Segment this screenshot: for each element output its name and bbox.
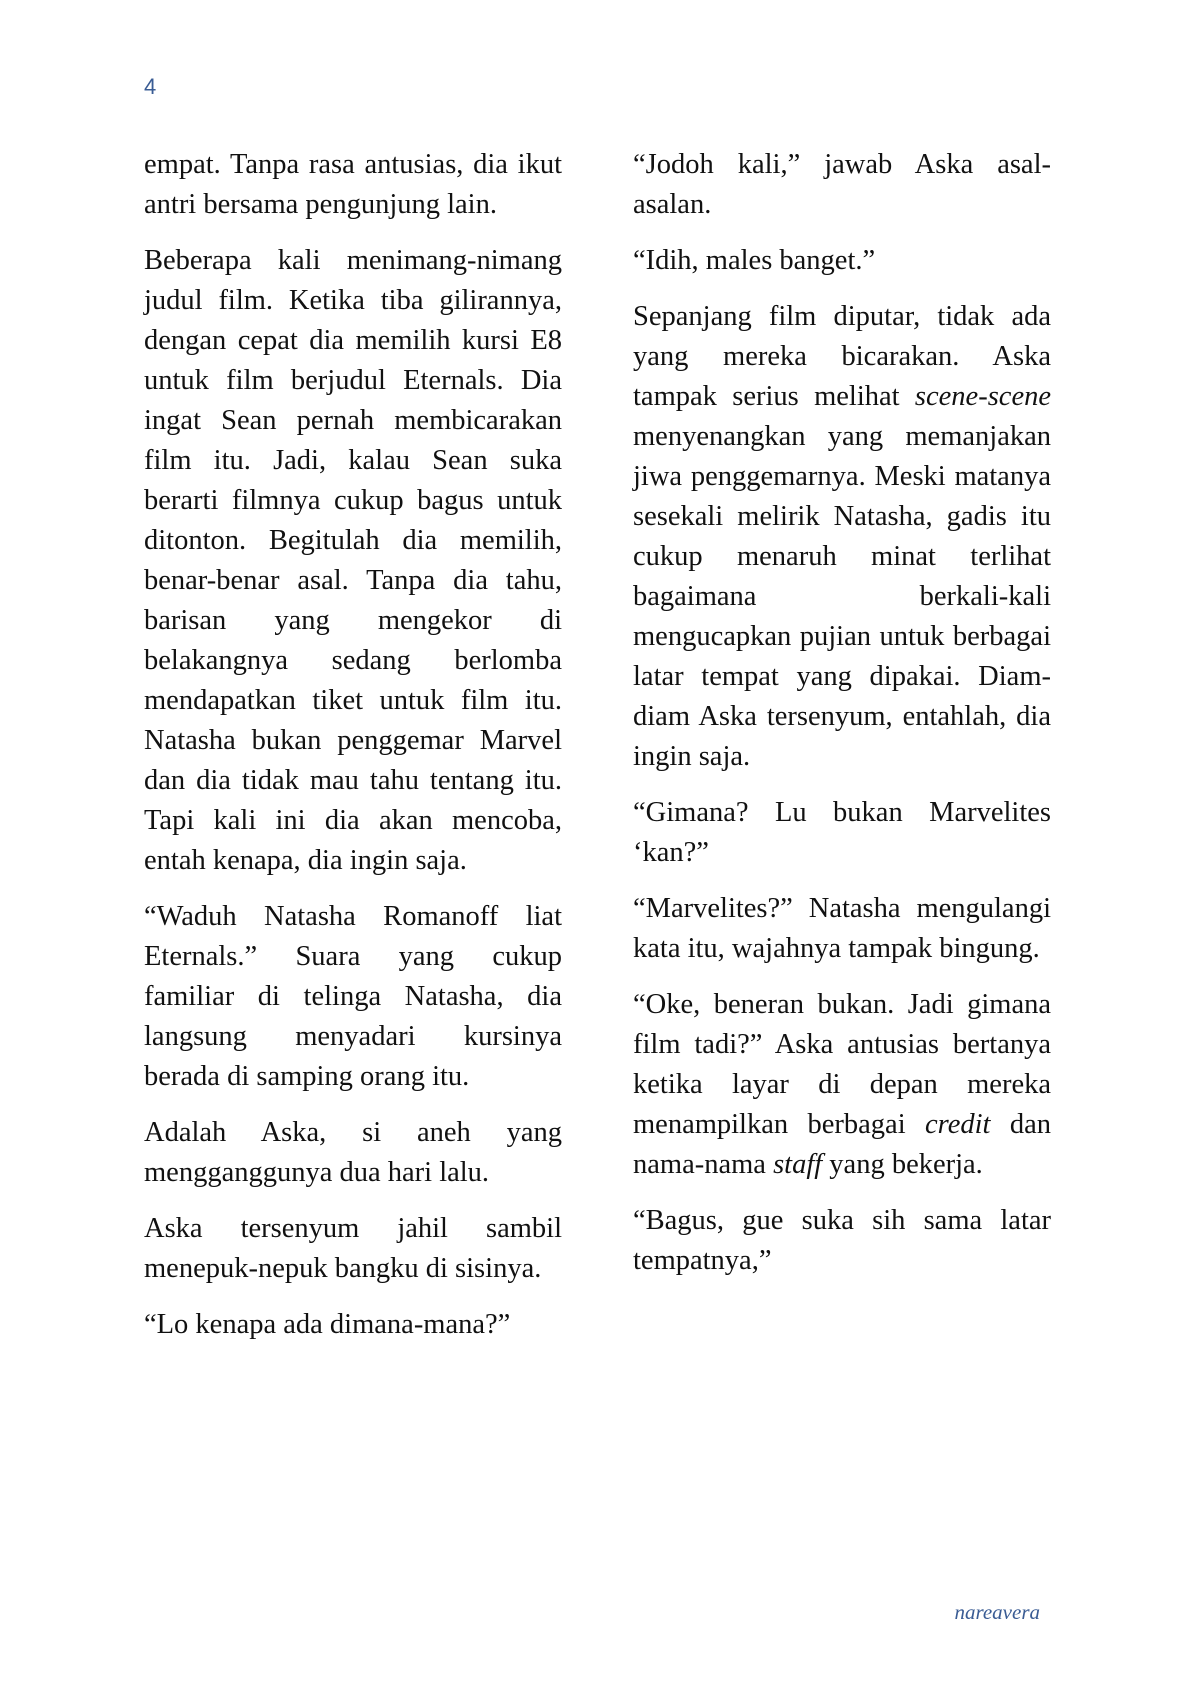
left-column (144, 145, 562, 1361)
right-column (633, 145, 1051, 1297)
text-run: yang bekerja. (822, 1149, 983, 1180)
paragraph: Beberapa kali menimang-nimang judul film. Ketika tiba gilirannya, dengan cepat dia memilih kursi E8 untuk film berjudul Eternals. Dia ingat Sean pernah membicarakan film itu. Jadi, kalau Sean suka berarti filmnya cukup bagus untuk ditonton. Begitulah dia memilih, benar-benar asal. Tanpa dia tahu, barisan yang mengekor di belakangnya sedang berlomba mendapatkan tiket untuk film itu. Natasha bukan penggemar Marvel dan dia tidak mau tahu tentang itu. Tapi kali ini dia akan mencoba, entah kenapa, dia ingin saja. (144, 245, 562, 876)
page-number: 4 (144, 74, 157, 99)
paragraph: Adalah Aska, si aneh yang mengganggunya dua hari lalu. (144, 1117, 562, 1188)
paragraph: “Bagus, gue suka sih sama latar tempatnya,” (633, 1205, 1051, 1276)
text-run: Sepanjang film diputar, tidak ada yang mereka bicarakan. Aska tampak serius melihat (633, 301, 1051, 412)
footer-author-mark: nareavera (954, 1600, 1040, 1624)
italic-term: scene-scene (914, 381, 1051, 412)
paragraph: “Lo kenapa ada dimana-mana?” (144, 1309, 511, 1340)
italic-term: staff (773, 1149, 823, 1180)
paragraph: “Waduh Natasha Romanoff liat Eternals.” Suara yang cukup familiar di telinga Natasha, dia langsung menyadari kursinya berada di samping orang itu. (144, 901, 562, 1092)
paragraph (633, 985, 1051, 1185)
text-run: menyenangkan yang memanjakan jiwa penggemarnya. Meski matanya sesekali melirik Natasha, gadis itu cukup menaruh minat terlihat bagaimana berkali-kali mengucapkan pujian untuk berbagai latar tempat yang dipakai. Diam-diam Aska tersenyum, entahlah, dia ingin saja. (633, 421, 1051, 772)
paragraph: Aska tersenyum jahil sambil menepuk-nepuk bangku di sisinya. (144, 1213, 562, 1284)
paragraph (633, 297, 1051, 777)
paragraph: “Gimana? Lu bukan Marvelites ‘kan?” (633, 797, 1051, 868)
paragraph: “Idih, males banget.” (633, 245, 876, 276)
paragraph: empat. Tanpa rasa antusias, dia ikut antri bersama pengunjung lain. (144, 149, 562, 220)
paragraph: “Marvelites?” Natasha mengulangi kata itu, wajahnya tampak bingung. (633, 893, 1051, 964)
italic-term: credit (925, 1109, 991, 1140)
text-run: “Oke, beneran bukan. Jadi gimana film tadi?” Aska antusias bertanya ketika layar di depan mereka menampilkan berbagai (633, 989, 1051, 1140)
paragraph: “Jodoh kali,” jawab Aska asal-asalan. (633, 149, 1051, 220)
text-run: dan nama-nama (633, 1109, 1051, 1180)
